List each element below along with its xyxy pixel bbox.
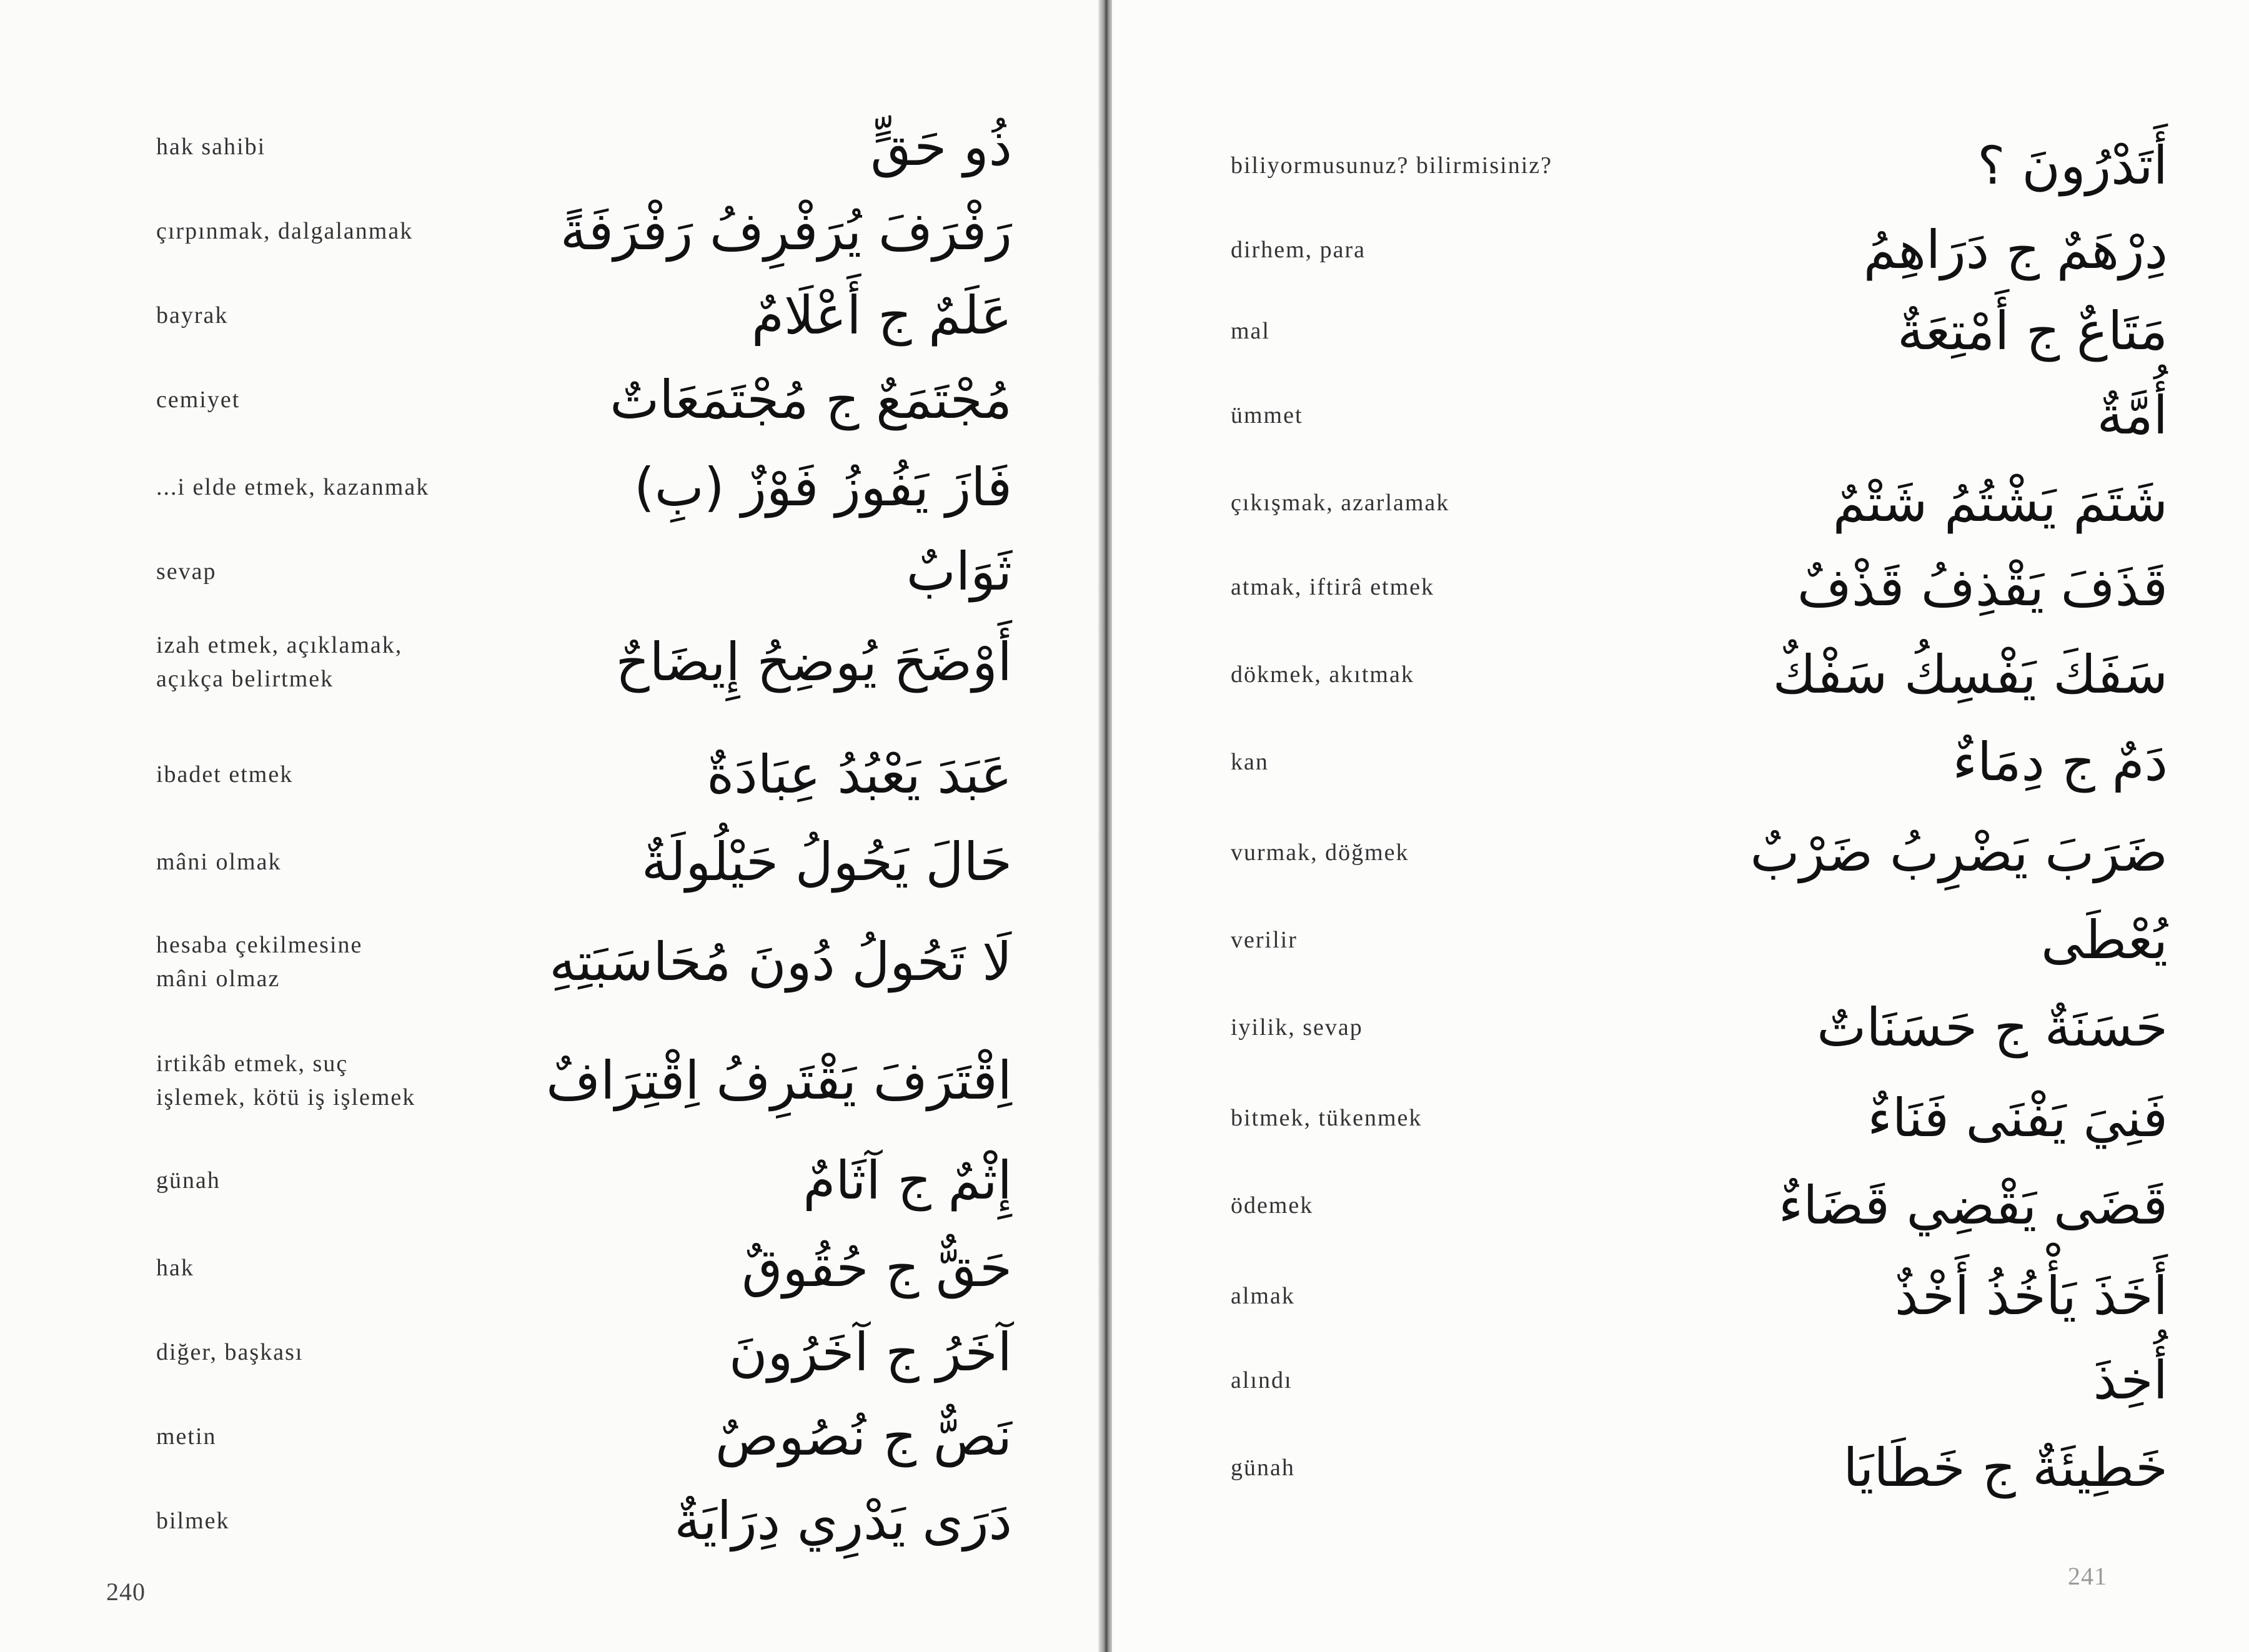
turkish-meaning: çıkışmak, azarlamak [1231,490,1450,516]
arabic-word: لَا تَحُولُ دُونَ مُحَاسَبَتِهِ [549,931,1012,992]
arabic-word: ثَوَابٌ [906,541,1012,602]
arabic-word: أَخَذَ يَأْخُذُ أَخْذٌ [1894,1265,2168,1327]
arabic-word: أُخِذَ [2093,1350,2168,1411]
arabic-word: أَوْضَحَ يُوضِحُ إِيضَاحٌ [615,631,1012,693]
right-page [1112,0,2249,1652]
turkish-meaning: bilmek [156,1508,230,1534]
turkish-meaning: bayrak [156,302,229,329]
arabic-word: حَسَنَةٌ ج حَسَنَاتٌ [1817,997,2168,1058]
arabic-word: قَضَى يَقْضِي قَضَاءٌ [1778,1175,2168,1236]
vocab-entry [1112,637,2224,712]
arabic-word: شَتَمَ يَشْتُمُ شَتْمٌ [1832,472,2168,533]
turkish-meaning: günah [156,1167,221,1194]
vocab-entry [0,1143,1062,1218]
vocab-entry [1112,725,2224,799]
arabic-word: عَبَدَ يَعْبُدُ عِبَادَةٌ [707,744,1012,805]
turkish-meaning: verilir [1231,927,1298,953]
turkish-meaning: dökmek, akıtmak [1231,661,1414,688]
turkish-meaning: kan [1231,749,1269,775]
vocab-entry [1112,1081,2224,1155]
arabic-word: سَفَكَ يَفْسِكُ سَفْكٌ [1772,644,2168,705]
arabic-word: فَازَ يَفُوزُ فَوْزٌ (بِ) [634,457,1012,518]
turkish-meaning: mal [1231,318,1270,344]
turkish-meaning: hak [156,1255,194,1281]
turkish-meaning: alındı [1231,1367,1293,1393]
vocab-entry [0,1399,1062,1474]
arabic-word: فَنِيَ يَفْنَى فَنَاءٌ [1867,1087,2168,1149]
turkish-meaning: diğer, başkası [156,1339,304,1365]
vocab-entry [0,625,1062,700]
vocab-entry [1112,1259,2224,1333]
vocab-entry [1112,1343,2224,1418]
arabic-word: نَصٌّ ج نُصُوصٌ [715,1406,1012,1467]
vocab-entry [1112,550,2224,625]
turkish-meaning: çırpınmak, dalgalanmak [156,218,414,244]
turkish-meaning: almak [1231,1283,1295,1309]
arabic-word: عَلَمٌ ج أَعْلَامٌ [751,285,1012,346]
vocab-entry [0,824,1062,899]
arabic-word: حَالَ يَحُولُ حَيْلُولَةٌ [641,831,1012,893]
vocab-entry [1112,465,2224,540]
arabic-word: إِثْمٌ ج آثَامٌ [803,1150,1012,1211]
vocab-entry [0,450,1062,525]
vocab-entry [0,1043,1062,1118]
arabic-word: دِرْهَمٌ ج دَرَاهِمُ [1863,219,2168,280]
arabic-word: مُجْتَمَعٌ ج مُجْتَمَعَاتٌ [610,369,1012,430]
arabic-word: دَرَى يَدْرِي دِرَايَةٌ [674,1490,1012,1551]
arabic-word: ضَرَبَ يَضْرِبُ ضَرْبٌ [1750,822,2168,883]
left-page [0,0,1103,1652]
vocab-entry [0,1230,1062,1305]
turkish-meaning: iyilik, sevap [1231,1014,1363,1041]
arabic-word: رَفْرَفَ يُرَفْرِفُ رَفْرَفَةً [560,200,1012,262]
vocab-entry [1112,294,2224,368]
arabic-word: آخَرُ ج آخَرُونَ [728,1322,1012,1383]
vocab-entry [1112,1430,2224,1505]
vocab-entry [1112,990,2224,1065]
turkish-meaning: ...i elde etmek, kazanmak [156,474,430,500]
vocab-entry [0,1483,1062,1558]
turkish-meaning: ümmet [1231,402,1303,428]
arabic-word: ذُو حَقٍّ [870,116,1012,177]
vocab-entry [0,737,1062,812]
turkish-meaning: ödemek [1231,1192,1314,1219]
turkish-meaning: hesaba çekilmesine mâni olmaz [156,932,363,992]
vocab-entry [0,109,1062,184]
vocab-entry [1112,815,2224,890]
vocab-entry [1112,212,2224,287]
page-number: 241 [2068,1562,2107,1590]
turkish-meaning: mâni olmak [156,849,282,875]
turkish-meaning: cemiyet [156,387,241,413]
arabic-word: يُعْطَى [2041,909,2168,971]
arabic-word: حَقٌّ ج حُقُوقٌ [742,1237,1012,1298]
turkish-meaning: ibadet etmek [156,761,294,788]
arabic-word: مَتَاعٌ ج أَمْتِعَةٌ [1897,300,2168,362]
turkish-meaning: biliyormusunuz? bilirmisiniz? [1231,152,1552,179]
vocab-entry [0,1315,1062,1390]
vocab-entry [1112,128,2224,203]
arabic-word: اِقْتَرَفَ يَقْتَرِفُ اِقْتِرَافٌ [546,1050,1012,1111]
turkish-meaning: irtikâb etmek, suç işlemek, kötü iş işlemek [156,1051,416,1110]
turkish-meaning: günah [1231,1455,1295,1481]
arabic-word: أَتَدْرُونَ ؟ [1977,135,2168,196]
arabic-word: قَذَفَ يَقْذِفُ قَذْفٌ [1797,556,2168,618]
vocab-entry [0,194,1062,269]
arabic-word: خَطِيئَةٌ ج خَطَايَا [1843,1437,2168,1498]
turkish-meaning: izah etmek, açıklamak, açıkça belirtmek [156,632,403,692]
vocab-entry [0,362,1062,437]
vocab-entry [0,278,1062,353]
vocab-entry [0,924,1062,999]
turkish-meaning: bitmek, tükenmek [1231,1105,1422,1131]
vocab-entry [1112,378,2224,453]
turkish-meaning: atmak, iftirâ etmek [1231,574,1435,600]
vocab-entry [0,534,1062,609]
turkish-meaning: metin [156,1423,217,1450]
turkish-meaning: hak sahibi [156,134,266,160]
turkish-meaning: sevap [156,558,217,585]
vocab-entry [1112,903,2224,977]
turkish-meaning: vurmak, döğmek [1231,839,1409,866]
vocab-entry [1112,1168,2224,1243]
page-number: 240 [106,1578,146,1606]
arabic-word: أُمَّةٌ [2097,385,2168,446]
turkish-meaning: dirhem, para [1231,237,1366,263]
arabic-word: دَمٌ ج دِمَاءٌ [1952,731,2168,793]
